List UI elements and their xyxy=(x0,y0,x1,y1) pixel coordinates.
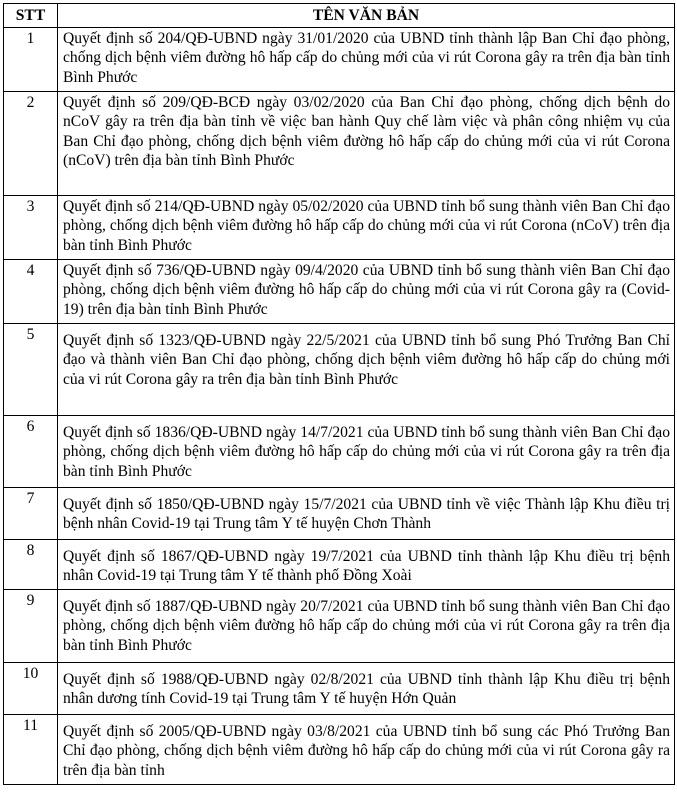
row-number: 10 xyxy=(22,665,39,682)
document-title: Quyết định số 1867/QĐ-UBND ngày 19/7/2021 của UBND tỉnh thành lập Khu điều trị bệnh nhân Covid-19 tại Trung tâm Y tế thành phố Đồng Xoài xyxy=(58,540,675,590)
row-number: 3 xyxy=(26,198,35,215)
document-title: Quyết định số 204/QĐ-UBND ngày 31/01/2020 của UBND tỉnh thành lập Ban Chỉ đạo phòng, chống dịch bệnh viêm đường hô hấp cấp do chủng mới của vi rút Corona gây ra trên địa bàn tỉnh Bình Phước xyxy=(58,28,675,92)
table-row xyxy=(4,260,675,324)
document-title: Quyết định số 2005/QĐ-UBND ngày 03/8/2021 của UBND tỉnh bổ sung các Phó Trưởng Ban Chỉ đạo phòng, chống dịch bệnh viêm đường hô hấp cấp do chủng mới của vi rút Corona gây ra trên địa bàn tỉnh xyxy=(58,715,675,785)
table-row xyxy=(4,590,675,663)
table-row xyxy=(4,540,675,590)
row-number-cell xyxy=(4,416,58,488)
document-title: Quyết định số 1988/QĐ-UBND ngày 02/8/2021 của UBND tỉnh thành lập Khu điều trị bệnh nhân dương tính Covid-19 tại Trung tâm Y tế huyện Hớn Quản xyxy=(58,663,675,715)
document-table xyxy=(3,3,675,785)
document-title: Quyết định số 1323/QĐ-UBND ngày 22/5/2021 của UBND tỉnh bổ sung Phó Trưởng Ban Chỉ đạo và thành viên Ban Chỉ đạo phòng, chống dịch bệnh viêm đường hô hấp cấp do chủng mới của vi rút Corona gây ra trên địa bàn tỉnh Bình Phước xyxy=(58,324,675,416)
row-number: 1 xyxy=(26,30,35,47)
table-row xyxy=(4,324,675,416)
row-number: 5 xyxy=(26,326,35,343)
table-row xyxy=(4,488,675,540)
table-header-row xyxy=(4,4,675,28)
table-row xyxy=(4,416,675,488)
row-number-cell xyxy=(4,196,58,260)
row-number: 4 xyxy=(26,262,35,279)
row-number: 7 xyxy=(26,490,35,507)
table-row xyxy=(4,715,675,785)
table-row xyxy=(4,28,675,92)
row-number: 6 xyxy=(26,418,35,435)
row-number-cell xyxy=(4,260,58,324)
row-number-cell xyxy=(4,92,58,196)
row-number-cell xyxy=(4,540,58,590)
row-number: 2 xyxy=(26,94,35,111)
document-title: Quyết định số 1887/QĐ-UBND ngày 20/7/2021 của UBND tỉnh bổ sung thành viên Ban Chỉ đạo phòng, chống dịch bệnh viêm đường hô hấp cấp do chủng mới của vi rút Corona gây ra trên địa bàn tỉnh Bình Phước xyxy=(58,590,675,663)
row-number-cell xyxy=(4,324,58,416)
row-number: 11 xyxy=(22,717,38,734)
table-row xyxy=(4,92,675,196)
document-title: Quyết định số 209/QĐ-BCĐ ngày 03/02/2020 của Ban Chỉ đạo phòng, chống dịch bệnh do nCoV gây ra trên địa bàn tỉnh về việc ban hành Quy chế làm việc và phân công nhiệm vụ của Ban Chỉ đạo phòng, chống dịch bệnh viêm đường hô hấp cấp do chủng mới của vi rút Corona (nCoV) trên địa bàn tỉnh Bình Phước xyxy=(58,92,675,196)
row-number: 8 xyxy=(26,542,35,559)
row-number-cell xyxy=(4,28,58,92)
row-number-cell xyxy=(4,488,58,540)
document-title: Quyết định số 214/QĐ-UBND ngày 05/02/2020 của UBND tỉnh bổ sung thành viên Ban Chỉ đạo phòng, chống dịch bệnh viêm đường hô hấp cấp do chủng mới của vi rút Corona (nCoV) trên địa bàn tỉnh Bình Phước xyxy=(58,196,675,260)
header-stt: STT xyxy=(4,4,58,28)
row-number-cell xyxy=(4,663,58,715)
header-document-name: TÊN VĂN BẢN xyxy=(58,4,675,28)
table-row xyxy=(4,196,675,260)
row-number: 9 xyxy=(26,592,35,609)
document-title: Quyết định số 736/QĐ-UBND ngày 09/4/2020 của UBND tỉnh bổ sung thành viên Ban Chỉ đạo phòng, chống dịch bệnh viêm đường hô hấp cấp do chủng mới của vi rút Corona gây ra (Covid-19) trên địa bàn tỉnh Bình Phước xyxy=(58,260,675,324)
row-number-cell xyxy=(4,715,58,785)
table-row xyxy=(4,663,675,715)
row-number-cell xyxy=(4,590,58,663)
document-title: Quyết định số 1850/QĐ-UBND ngày 15/7/2021 của UBND tỉnh về việc Thành lập Khu điều trị bệnh nhân Covid-19 tại Trung tâm Y tế huyện Chơn Thành xyxy=(58,488,675,540)
document-title: Quyết định số 1836/QĐ-UBND ngày 14/7/2021 của UBND tỉnh bổ sung thành viên Ban Chỉ đạo phòng, chống dịch bệnh viêm đường hô hấp cấp do chủng mới của vi rút Corona gây ra trên địa bàn tỉnh Bình Phước xyxy=(58,416,675,488)
